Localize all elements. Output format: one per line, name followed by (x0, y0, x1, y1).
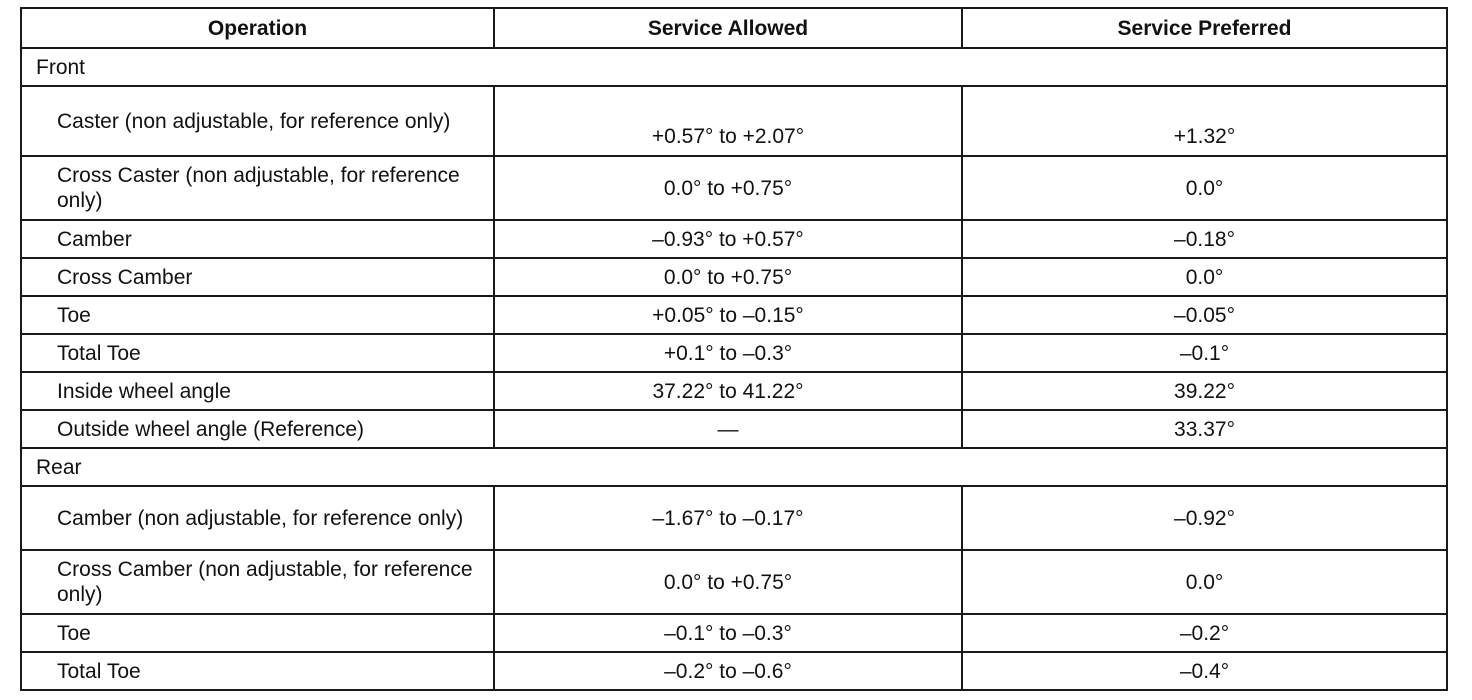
section-label-rear: Rear (21, 448, 1447, 486)
table-row (21, 258, 1447, 296)
table-row (21, 334, 1447, 372)
service-preferred-cell: –0.4° (962, 652, 1447, 690)
service-preferred-cell: 33.37° (962, 410, 1447, 448)
section-row-front (21, 48, 1447, 86)
header-row (21, 8, 1447, 48)
table-row (21, 652, 1447, 690)
operation-cell: Total Toe (21, 652, 494, 690)
operation-cell: Cross Camber (non adjustable, for reference only) (21, 550, 494, 614)
table-row (21, 372, 1447, 410)
service-preferred-cell: –0.18° (962, 220, 1447, 258)
operation-cell: Camber (non adjustable, for reference only) (21, 486, 494, 550)
service-allowed-cell: –0.2° to –0.6° (494, 652, 962, 690)
operation-cell: Toe (21, 614, 494, 652)
service-preferred-cell: 0.0° (962, 258, 1447, 296)
service-allowed-cell: 0.0° to +0.75° (494, 258, 962, 296)
alignment-spec-table (20, 7, 1448, 691)
service-preferred-cell: 0.0° (962, 156, 1447, 220)
table-row (21, 156, 1447, 220)
operation-cell: Cross Caster (non adjustable, for reference only) (21, 156, 494, 220)
header-operation: Operation (21, 8, 494, 48)
operation-cell: Inside wheel angle (21, 372, 494, 410)
header-service-preferred: Service Preferred (962, 8, 1447, 48)
service-allowed-cell: +0.57° to +2.07° (494, 86, 962, 156)
section-label-front: Front (21, 48, 1447, 86)
service-allowed-cell: +0.05° to –0.15° (494, 296, 962, 334)
table-row (21, 220, 1447, 258)
service-allowed-cell: — (494, 410, 962, 448)
service-allowed-cell: +0.1° to –0.3° (494, 334, 962, 372)
table-row (21, 614, 1447, 652)
service-preferred-cell: 39.22° (962, 372, 1447, 410)
table-row (21, 486, 1447, 550)
service-preferred-cell: 0.0° (962, 550, 1447, 614)
service-allowed-cell: –0.93° to +0.57° (494, 220, 962, 258)
service-allowed-cell: –1.67° to –0.17° (494, 486, 962, 550)
operation-cell: Camber (21, 220, 494, 258)
service-preferred-cell: –0.1° (962, 334, 1447, 372)
operation-cell: Outside wheel angle (Reference) (21, 410, 494, 448)
operation-cell: Toe (21, 296, 494, 334)
service-preferred-cell: –0.2° (962, 614, 1447, 652)
table-row (21, 86, 1447, 156)
service-allowed-cell: 0.0° to +0.75° (494, 550, 962, 614)
table-row (21, 550, 1447, 614)
service-allowed-cell: 37.22° to 41.22° (494, 372, 962, 410)
service-preferred-cell: –0.92° (962, 486, 1447, 550)
service-preferred-cell: +1.32° (962, 86, 1447, 156)
operation-cell: Total Toe (21, 334, 494, 372)
operation-cell: Cross Camber (21, 258, 494, 296)
service-allowed-cell: –0.1° to –0.3° (494, 614, 962, 652)
header-service-allowed: Service Allowed (494, 8, 962, 48)
table-row (21, 410, 1447, 448)
section-row-rear (21, 448, 1447, 486)
table-row (21, 296, 1447, 334)
service-allowed-cell: 0.0° to +0.75° (494, 156, 962, 220)
operation-cell: Caster (non adjustable, for reference only) (21, 86, 494, 156)
service-preferred-cell: –0.05° (962, 296, 1447, 334)
